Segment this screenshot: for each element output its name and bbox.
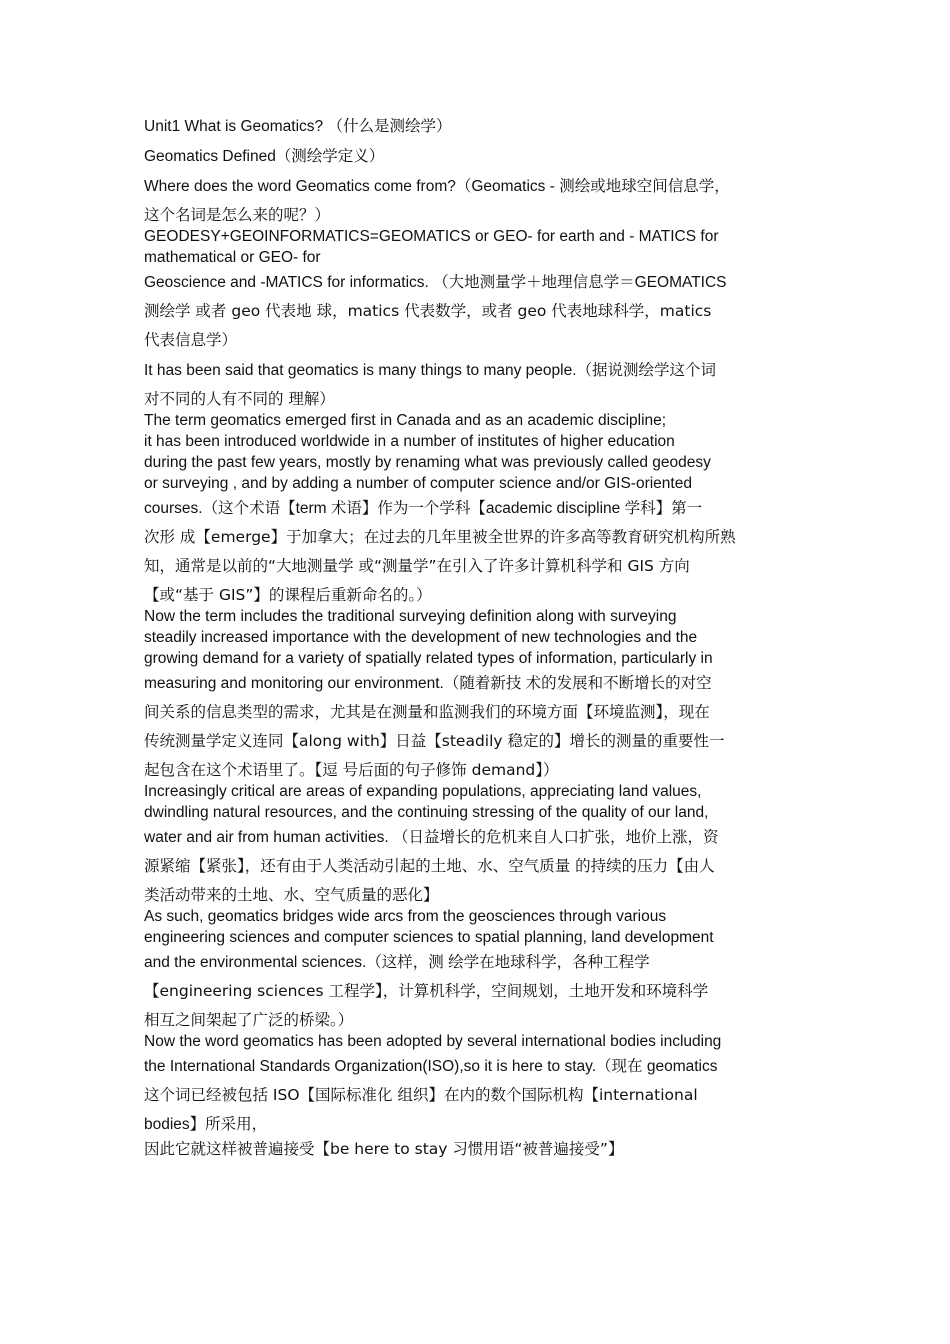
- text-line: 对不同的人有不同的 理解）: [144, 390, 335, 408]
- text-line: 代表信息学）: [144, 331, 238, 349]
- text-line: 这个词已经被包括 ISO【国际标准化 组织】在内的数个国际机构【international: [144, 1086, 698, 1104]
- text-line: and the environmental sciences.（这样，测 绘学在地球科学，各种工程学: [144, 954, 650, 971]
- text-line: growing demand for a variety of spatially related types of information, particularly in: [144, 650, 713, 667]
- text-line: Increasingly critical are areas of expanding populations, appreciating land values,: [144, 783, 702, 800]
- text-line: bodies】所采用，: [144, 1116, 268, 1133]
- text-line: the International Standards Organization(ISO),so it is here to stay.（现在 geomatics: [144, 1058, 718, 1075]
- text-line: 相互之间架起了广泛的桥梁。）: [144, 1011, 354, 1029]
- text-line: As such, geomatics bridges wide arcs from the geosciences through various: [144, 908, 667, 925]
- text-line: steadily increased importance with the development of new technologies and the: [144, 629, 698, 646]
- text-line: mathematical or GEO- for: [144, 249, 321, 266]
- text-line: 因此它就这样被普遍接受【be here to stay 习惯用语“被普遍接受”】: [144, 1140, 624, 1158]
- text-line: during the past few years, mostly by renaming what was previously called geodesy: [144, 454, 711, 471]
- document-page: [144, 116, 806, 1160]
- text-line: The term geomatics emerged first in Canada and as an academic discipline;: [144, 412, 667, 429]
- text-line: 次形 成【emerge】于加拿大；在过去的几年里被全世界的许多高等教育研究机构所熟: [144, 528, 736, 546]
- text-line: GEODESY+GEOINFORMATICS=GEOMATICS or GEO- for earth and - MATICS for: [144, 228, 719, 245]
- text-line: water and air from human activities. （日益增长的危机来自人口扩张，地价上涨，资: [144, 829, 719, 846]
- text-line: it has been introduced worldwide in a number of institutes of higher education: [144, 433, 675, 450]
- text-line: It has been said that geomatics is many things to many people.（据说测绘学这个词: [144, 362, 717, 379]
- text-line: 间关系的信息类型的需求，尤其是在测量和监测我们的环境方面【环境监测】，现在: [144, 703, 710, 721]
- text-line: Now the term includes the traditional surveying definition along with surveying: [144, 608, 677, 625]
- unit-title: Unit1 What is Geomatics? （什么是测绘学）: [144, 118, 452, 135]
- text-line: measuring and monitoring our environment.（随着新技 术的发展和不断增长的对空: [144, 675, 712, 692]
- text-line: dwindling natural resources, and the continuing stressing of the quality of our land,: [144, 804, 709, 821]
- text-line: 传统测量学定义连同【along with】日益【steadily 稳定的】增长的测量的重要性一: [144, 732, 725, 750]
- text-line: Now the word geomatics has been adopted by several international bodies including: [144, 1033, 722, 1050]
- text-line: 知，通常是以前的“大地测量学 或“测量学”在引入了许多计算机科学和 GIS 方向: [144, 557, 690, 575]
- text-line: 【engineering sciences 工程学】，计算机科学，空间规划，土地开发和环境科学: [144, 982, 709, 1000]
- text-line: engineering sciences and computer sciences to spatial planning, land development: [144, 929, 714, 946]
- text-line: 起包含在这个术语里了。【逗 号后面的句子修饰 demand】）: [144, 761, 559, 779]
- text-line: 测绘学 或者 geo 代表地 球，matics 代表数学，或者 geo 代表地球科学，matics: [144, 302, 712, 320]
- text-line: 源紧缩【紧张】，还有由于人类活动引起的土地、水、空气质量 的持续的压力【由人: [144, 857, 715, 875]
- text-line: or surveying , and by adding a number of computer science and/or GIS-oriented: [144, 475, 692, 492]
- text-line: Geoscience and -MATICS for informatics. （大地测量学＋地理信息学＝GEOMATICS: [144, 274, 727, 291]
- text-line: 类活动带来的土地、水、空气质量的恶化】: [144, 886, 439, 904]
- text-line: courses.（这个术语【term 术语】作为一个学科【academic discipline 学科】第一: [144, 500, 703, 517]
- text-line: 【或“基于 GIS”】的课程后重新命名的。）: [144, 586, 432, 604]
- section-heading: Geomatics Defined（测绘学定义）: [144, 148, 385, 165]
- text-line: Where does the word Geomatics come from?（Geomatics - 测绘或地球空间信息学，: [144, 178, 730, 195]
- text-line: 这个名词是怎么来的呢？）: [144, 206, 331, 224]
